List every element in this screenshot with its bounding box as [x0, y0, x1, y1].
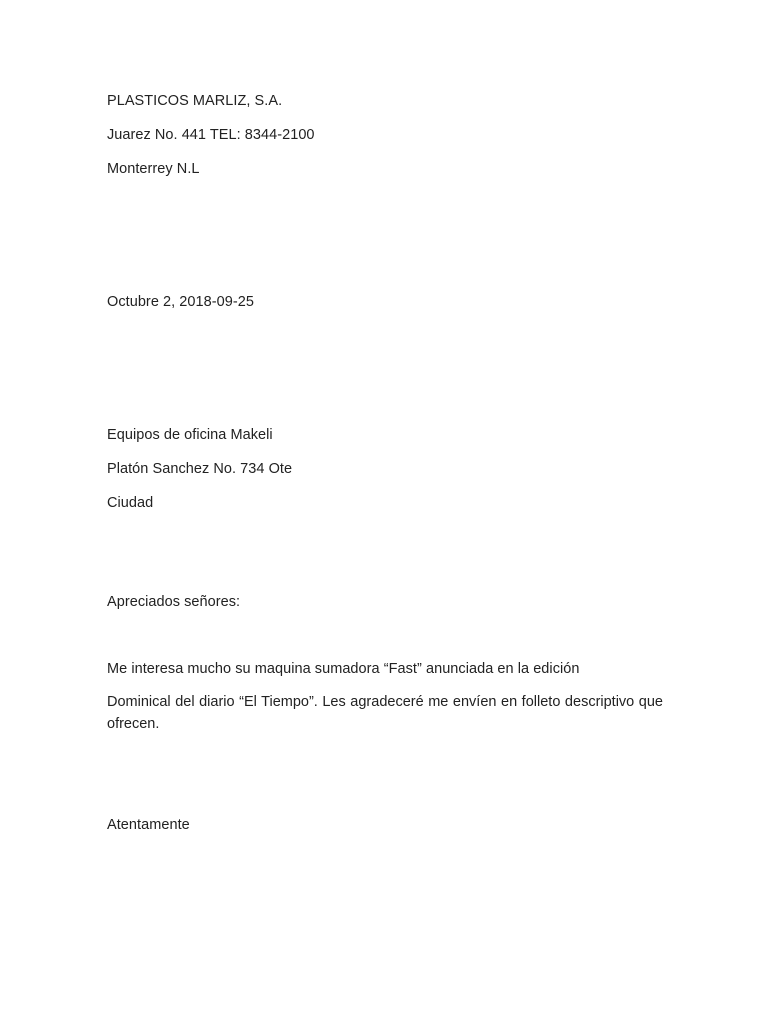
sender-city: Monterrey N.L [107, 161, 200, 177]
recipient-company: Equipos de oficina Makeli [107, 427, 273, 443]
letter-date: Octubre 2, 2018-09-25 [107, 294, 254, 310]
body-paragraph: Dominical del diario “El Tiempo”. Les agradeceré me envíen en folleto descriptivo que ofrecen. [107, 694, 663, 732]
sender-address: Juarez No. 441 TEL: 8344-2100 [107, 127, 315, 143]
recipient-city: Ciudad [107, 495, 154, 511]
recipient-address: Platón Sanchez No. 734 Ote [107, 461, 293, 477]
closing: Atentamente [107, 817, 190, 833]
salutation: Apreciados señores: [107, 594, 241, 610]
sender-company: PLASTICOS MARLIZ, S.A. [107, 93, 283, 109]
body-line-1: Me interesa mucho su maquina sumadora “Fast” anunciada en la edición [107, 661, 580, 677]
